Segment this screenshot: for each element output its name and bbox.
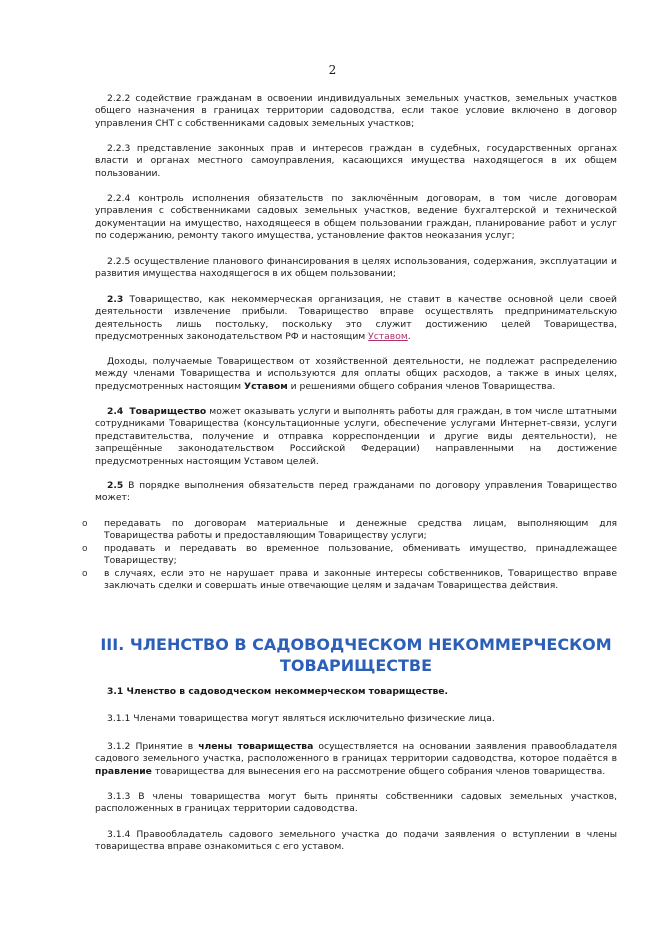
paragraph-text: 2.2.3 представление законных прав и интересов граждан в судебных, государственных органах власти и органах местного самоуправления, касающихся имущества находящегося в их общем пользовании.: [95, 143, 617, 179]
section-heading: III. ЧЛЕНСТВО В САДОВОДЧЕСКОМ НЕКОММЕРЧЕСКОМ ТОВАРИЩЕСТВЕ: [100, 635, 612, 675]
bullet-marker: o: [82, 544, 88, 554]
paragraph-2-5: [95, 480, 617, 505]
paragraph-text: товарищества для вынесения его на рассмотрение общего собрания членов товарищества.: [151, 765, 606, 777]
paragraph-2-2-4: [95, 193, 617, 243]
bold-term: правление: [95, 765, 152, 777]
paragraph-text: 3.1.4 Правообладатель садового земельного участка до подачи заявления о вступлении в члены товарищества вправе ознакомиться с его уставом.: [95, 829, 617, 853]
paragraph-text: и решениями общего собрания членов Товарищества.: [287, 380, 556, 392]
paragraph-3-1-2: [95, 741, 617, 778]
bullet-marker: o: [82, 519, 88, 529]
subsection-title: 3.1 Членство в садоводческом некоммерческом товариществе.: [107, 686, 449, 697]
paragraph-2-2-3: [95, 143, 617, 180]
paragraph-3-1-1: [95, 713, 617, 725]
charter-link[interactable]: Уставом: [368, 331, 408, 343]
paragraph-2-2-2: [95, 93, 617, 130]
paragraph-text: 3.1.3 В члены товарищества могут быть приняты собственники садовых земельных участков, расположенных в границах территории садоводства.: [95, 791, 617, 815]
paragraph-2-2-5: [95, 256, 617, 281]
paragraph-text: 3.1.1 Членами товарищества могут являться исключительно физические лица.: [107, 713, 495, 724]
page-number: 2: [328, 63, 337, 77]
bold-term: члены товарищества: [198, 741, 314, 752]
paragraph-3-1: [95, 686, 617, 698]
paragraph-end: .: [407, 331, 411, 343]
bullet-marker: o: [82, 569, 88, 579]
paragraph-text: В порядке выполнения обязательств перед гражданами по договору управления Товарищество может:: [95, 480, 617, 504]
section-number: 2.3: [107, 294, 124, 305]
section-number: 2.5: [107, 480, 124, 491]
bold-term: Товарищество: [129, 406, 207, 417]
bold-term: Уставом: [244, 380, 288, 392]
paragraph-income: [95, 356, 617, 393]
paragraph-text: может оказывать услуги и выполнять работы для граждан, в том числе штатными сотрудниками Товарищества (консультационные услуги, обеспечение услугами Интернет-связи, услуги представительства, получение и отправка корреспонденции и другие виды деятельности), не запрещённые законодательством Российской Федерации) направленными на достижение предусмотренных настоящим Уставом целей.: [95, 406, 617, 467]
paragraph-3-1-3: [95, 791, 617, 816]
paragraph-text: 3.1.2 Принятие в: [107, 741, 199, 752]
paragraph-text: Доходы, получаемые Товариществом от хозяйственной деятельности, не подлежат распределению между членами Товарищества и используются для оплаты общих расходов, а также в иных целях, предусмотренных настоящим: [95, 356, 617, 392]
paragraph-text: 2.2.5 осуществление планового финансирования в целях использования, содержания, эксплуатации и развития имущества находящегося в их общем пользовании;: [95, 256, 617, 280]
section-number: 2.4: [107, 406, 124, 417]
paragraph-3-1-4: [95, 829, 617, 854]
paragraph-text: осуществляется на основании заявления правообладателя садового земельного участка, расположенного в границах территории садоводства, которое подаётся в: [95, 741, 617, 765]
list-item-text: передавать по договорам материальные и денежные средства лицам, выполняющим для Товарищества работы и предоставляющим Товариществу услуги;: [104, 518, 617, 542]
paragraph-2-4: [95, 406, 617, 468]
list-item: [82, 518, 617, 543]
list-item-text: продавать и передавать во временное пользование, обменивать имущество, принадлежащее Товариществу;: [104, 543, 617, 567]
list-item-text: в случаях, если это не нарушает права и законные интересы собственников, Товарищество вправе заключать сделки и совершать иные отвечающие целям и задачам Товарищества действия.: [104, 568, 617, 592]
paragraph-2-3: [95, 294, 617, 344]
list-item: [82, 543, 617, 568]
paragraph-text: Товарищество, как некоммерческая организация, не ставит в качестве основной цели своей деятельности извлечение прибыли. Товарищество вправе осуществлять предпринимательскую деятельность лишь постольку, поскольку это служит достижению целей Товарищества, предусмотренных законодательством РФ и настоящим: [95, 294, 617, 343]
paragraph-text: 2.2.4 контроль исполнения обязательств по заключённым договорам, в том числе договорам управления с собственниками садовых земельных участков, ведение бухгалтерской и технической документации на имущество, находящееся в общем пользовании граждан, планирование работ и услуг по содержанию, ремонту такого имущества, установление фактов неоказания услуг;: [95, 193, 617, 242]
list-item: [82, 568, 617, 593]
paragraph-text: 2.2.2 содействие гражданам в освоении индивидуальных земельных участков, земельных участков общего назначения в границах территории садоводства, если такое условие включено в договор управления СНТ с собственниками садовых земельных участков;: [95, 93, 617, 129]
